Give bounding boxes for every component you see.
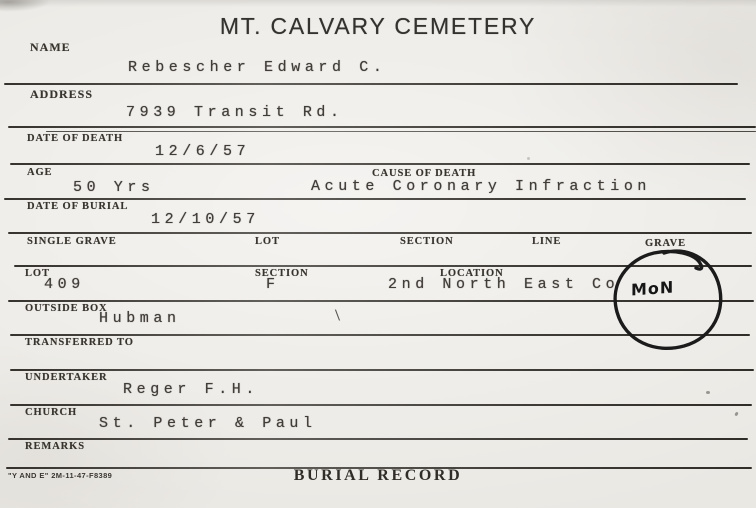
date-of-death-value: 12/6/57 [155,143,251,160]
lot-value: 409 [44,276,85,293]
date-of-death-label: DATE OF DEATH [27,133,124,144]
cause-of-death-label: CAUSE OF DEATH [372,168,477,179]
paper-speck [527,157,530,160]
burial-record-title: BURIAL RECORD [293,467,463,484]
address-value: 7939 Transit Rd. [126,104,344,121]
stray-pen-mark: \ [331,308,343,326]
rule-line [10,163,750,165]
cemetery-title: MT. CALVARY CEMETERY [219,13,537,39]
rule-line [8,232,752,234]
line-column-label: LINE [532,236,562,247]
rule-line [46,131,756,132]
name-label: NAME [30,40,71,54]
rule-line [4,198,746,200]
church-label: CHURCH [25,407,78,418]
paper-speck [706,391,710,394]
section-label: SECTION [255,268,309,279]
lot-label: LOT [25,268,50,279]
transferred-to-label: TRANSFERRED TO [25,337,134,348]
church-value: St. Peter & Paul [99,415,317,432]
rule-line [10,404,752,406]
name-value: Rebescher Edward C. [128,59,387,76]
monument-annotation: MoN [631,277,675,300]
date-of-burial-label: DATE OF BURIAL [27,201,129,212]
address-label: ADDRESS [30,87,94,101]
undertaker-value: Reger F.H. [123,381,260,398]
lot-column-label: LOT [255,236,280,247]
location-value: 2nd North East Co [388,276,620,293]
rule-line [8,126,756,128]
rule-line [10,369,754,371]
paper-speck [734,412,739,417]
section-value: F [266,276,280,293]
single-grave-label: SINGLE GRAVE [27,236,117,247]
hand-drawn-circle [606,244,734,354]
form-code: "Y AND E" 2M-11-47-F8389 [8,471,113,480]
undertaker-label: UNDERTAKER [25,372,108,383]
location-label: LOCATION [440,268,504,279]
remarks-label: REMARKS [25,441,85,452]
rule-line [4,83,738,85]
rule-line [8,438,748,440]
grave-column-label: GRAVE [645,238,687,249]
cause-of-death-value: Acute Coronary Infraction [311,178,652,195]
age-label: AGE [27,167,53,178]
section-column-label: SECTION [400,236,454,247]
outside-box-value: Hubman [99,310,181,327]
age-value: 50 Yrs [73,179,155,196]
outside-box-label: OUTSIDE BOX [25,303,108,314]
date-of-burial-value: 12/10/57 [151,211,260,228]
